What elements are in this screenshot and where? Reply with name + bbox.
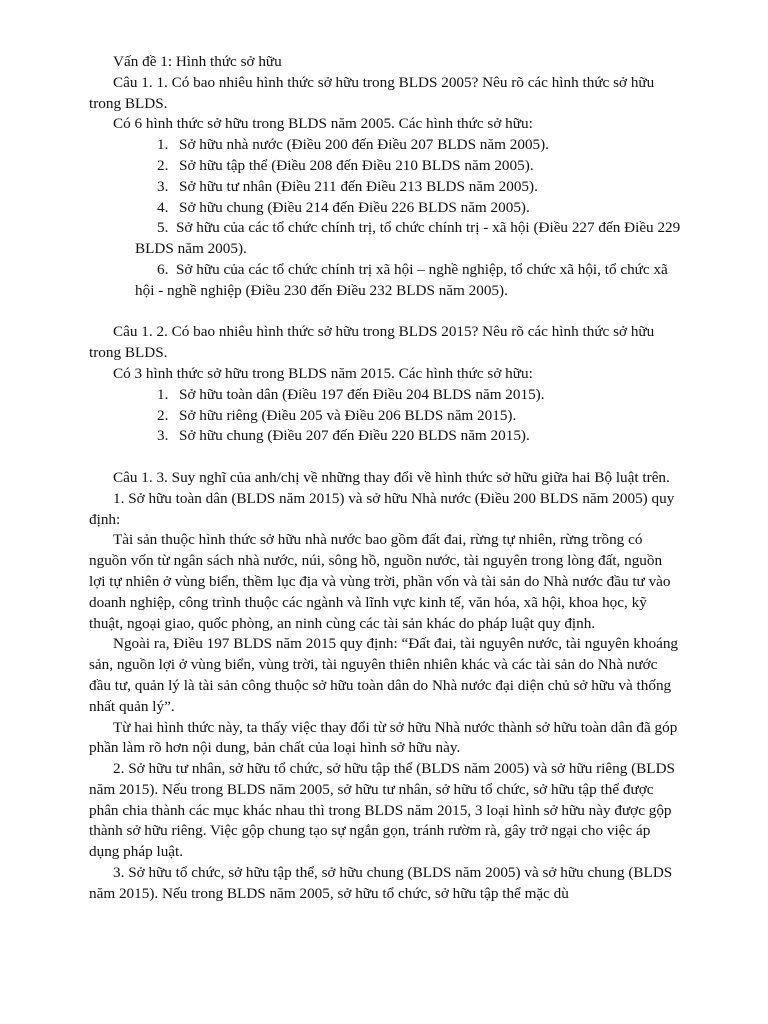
- question-1-2: Câu 1. 2. Có bao nhiêu hình thức sở hữu trong BLDS 2015? Nêu rõ các hình thức sở hữu trong BLDS.: [89, 323, 655, 362]
- list-text: Sở hữu của các tổ chức chính trị xã hội – nghề nghiệp, tổ chức xã hội, tổ chức xã hội - nghề nghiệp (Điều 230 đến Điều 232 BLDS năm 2005).: [135, 260, 668, 299]
- list-text: Sở hữu của các tổ chức chính trị, tổ chức chính trị - xã hội (Điều 227 đến Điều 229 BLDS năm 2005).: [135, 219, 681, 258]
- list-number: 4.: [157, 198, 169, 216]
- paragraph: Từ hai hình thức này, ta thấy việc thay đổi từ sở hữu Nhà nước thành sở hữu toàn dân đã góp phần làm rõ hơn nội dung, bản chất của loại hình sở hữu này.: [89, 718, 678, 757]
- section-heading: Vấn đề 1: Hình thức sở hữu: [113, 53, 282, 70]
- question-1-1: Câu 1. 1. Có bao nhiêu hình thức sở hữu trong BLDS 2005? Nêu rõ các hình thức sở hữu trong BLDS.: [89, 73, 655, 112]
- paragraph: 3. Sở hữu tổ chức, sở hữu tập thể, sở hữu chung (BLDS năm 2005) và sở hữu chung (BLDS năm 2015). Nếu trong BLDS năm 2005, sở hữu tổ chức, sở hữu tập thể mặc dù: [89, 864, 673, 902]
- question-1-3: Câu 1. 3. Suy nghĩ của anh/chị về những thay đổi về hình thức sở hữu giữa hai Bộ luật trên.: [113, 468, 670, 486]
- list-item: [89, 385, 681, 406]
- list-number: 5.: [157, 219, 169, 237]
- paragraph: 1. Sở hữu toàn dân (BLDS năm 2015) và sở hữu Nhà nước (Điều 200 BLDS năm 2005) quy định:: [89, 489, 675, 528]
- list-item: [89, 177, 681, 198]
- list-number: 6.: [157, 260, 169, 278]
- list-number: 3.: [157, 177, 169, 195]
- list-text: Sở hữu chung (Điều 214 đến Điều 226 BLDS năm 2005).: [179, 198, 530, 216]
- document-body: [89, 52, 681, 905]
- list-text: Sở hữu toàn dân (Điều 197 đến Điều 204 BLDS năm 2015).: [179, 385, 545, 403]
- list-item-wrapped: [89, 218, 681, 260]
- list-number: 2.: [157, 156, 169, 174]
- list-text: Sở hữu chung (Điều 207 đến Điều 220 BLDS năm 2015).: [179, 427, 530, 445]
- list-text: Sở hữu tập thể (Điều 208 đến Điều 210 BLDS năm 2005).: [179, 156, 534, 174]
- list-number: 1.: [157, 136, 169, 154]
- list-item: [89, 198, 681, 219]
- list-item: [89, 135, 681, 156]
- list-item: [89, 406, 681, 427]
- paragraph: Ngoài ra, Điều 197 BLDS năm 2015 quy định: “Đất đai, tài nguyên nước, tài nguyên khoáng sản, nguồn lợi ở vùng biển, vùng trời, tài nguyên thiên nhiên khác và các tài sản do Nhà nước đầu tư, quản lý là tài sản công thuộc sở hữu toàn dân do Nhà nước đại diện chủ sở hữu và thống nhất quản lý”.: [89, 635, 679, 715]
- list-text: Sở hữu nhà nước (Điều 200 đến Điều 207 BLDS năm 2005).: [179, 136, 549, 154]
- list-item: [89, 156, 681, 177]
- list-text: Sở hữu tư nhân (Điều 211 đến Điều 213 BLDS năm 2005).: [179, 177, 538, 195]
- blank-line: [89, 302, 681, 323]
- list-text: Sở hữu riêng (Điều 205 và Điều 206 BLDS năm 2015).: [179, 406, 517, 424]
- blank-line: [89, 447, 681, 468]
- list-number: 2.: [157, 406, 169, 424]
- list-number: 1.: [157, 385, 169, 403]
- list-number: 3.: [157, 427, 169, 445]
- paragraph: Tài sản thuộc hình thức sở hữu nhà nước bao gồm đất đai, rừng tự nhiên, rừng trồng có nguồn vốn từ ngân sách nhà nước, núi, sông hồ, nguồn nước, tài nguyên trong lòng đất, nguồn lợi tự nhiên ở vùng biển, thềm lục địa và vùng trời, phần vốn và tài sản do Nhà nước đầu tư vào doanh nghiệp, công trình thuộc các ngành và lĩnh vực kinh tế, văn hóa, xã hội, khoa học, kỹ thuật, ngoại giao, quốc phòng, an ninh cùng các tài sản khác do pháp luật quy định.: [89, 531, 671, 632]
- paragraph: 2. Sở hữu tư nhân, sở hữu tổ chức, sở hữu tập thể (BLDS năm 2005) và sở hữu riêng (BLDS năm 2015). Nếu trong BLDS năm 2005, sở hữu tư nhân, sở hữu tổ chức, sở hữu tập thể được phân chia thành các mục khác nhau thì trong BLDS năm 2015, 3 loại hình sở hữu này được gộp thành sở hữu riêng. Việc gộp chung tạo sự ngắn gọn, tránh rườm rà, gây trở ngại cho việc áp dụng pháp luật.: [89, 760, 675, 861]
- list-item: [89, 426, 681, 447]
- answer-1-1-intro: Có 6 hình thức sở hữu trong BLDS năm 2005. Các hình thức sở hữu:: [113, 115, 533, 133]
- answer-1-2-intro: Có 3 hình thức sở hữu trong BLDS năm 2015. Các hình thức sở hữu:: [113, 364, 533, 382]
- list-item-wrapped: [89, 260, 681, 302]
